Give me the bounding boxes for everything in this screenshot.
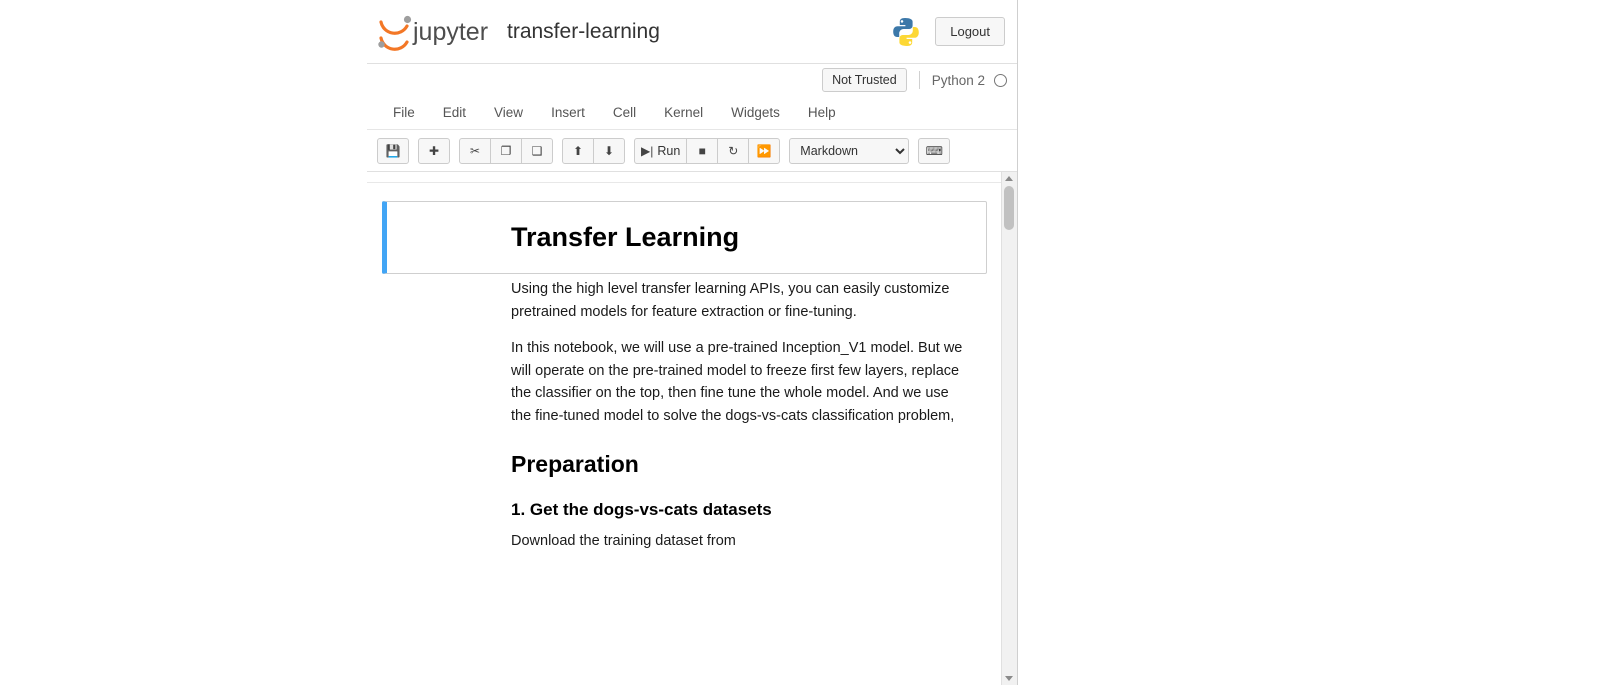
menu-view[interactable]: View [494, 105, 524, 120]
menu-kernel[interactable]: Kernel [664, 105, 704, 120]
copy-icon[interactable]: ❐ [490, 138, 522, 164]
toolbar-group-palette [918, 138, 950, 164]
move-cell-up-icon[interactable]: ⬆ [562, 138, 594, 164]
command-palette-icon[interactable]: ⌨ [918, 138, 950, 164]
notebook-body [367, 172, 1017, 685]
markdown-cell-intro[interactable] [382, 278, 987, 427]
toolbar-group-clipboard [459, 138, 553, 164]
divider [919, 71, 920, 89]
svg-text:jupyter: jupyter [413, 17, 489, 46]
markdown-cell-preparation[interactable] [382, 451, 987, 478]
toolbar-group-save [377, 138, 409, 164]
run-button[interactable] [634, 138, 687, 164]
notebook-header [367, 0, 1017, 64]
notebook-top-divider [367, 172, 1017, 183]
section-heading-preparation: Preparation [511, 451, 639, 477]
python-logo [889, 15, 923, 49]
jupyter-logo[interactable] [375, 12, 493, 52]
scroll-down-arrow-icon[interactable] [1005, 676, 1013, 681]
kernel-idle-indicator-icon [994, 74, 1007, 87]
toolbar [367, 130, 1017, 172]
page-title: Transfer Learning [511, 222, 740, 252]
kernel-name-label: Python 2 [931, 72, 985, 88]
run-label: Run [657, 143, 681, 158]
restart-kernel-icon[interactable]: ↻ [717, 138, 749, 164]
menu-file[interactable]: File [393, 105, 415, 120]
cut-icon[interactable]: ✂ [459, 138, 491, 164]
intro-paragraph-1: Using the high level transfer learning APIs, you can easily customize pretrained models for feature extraction or fine-tuning. [511, 281, 950, 320]
toolbar-group-move [562, 138, 625, 164]
markdown-cell-step-1[interactable] [382, 500, 987, 553]
menu-insert[interactable]: Insert [551, 105, 585, 120]
run-icon: ▶| [641, 143, 654, 158]
subsection-heading-datasets: 1. Get the dogs-vs-cats datasets [511, 500, 772, 519]
add-cell-icon[interactable]: ✚ [418, 138, 450, 164]
toolbar-group-add [418, 138, 450, 164]
menu-edit[interactable]: Edit [442, 105, 467, 120]
restart-run-all-icon[interactable]: ⏩ [748, 138, 780, 164]
logout-button[interactable]: Logout [935, 17, 1005, 46]
trust-status-badge[interactable]: Not Trusted [822, 68, 907, 92]
cell-content [382, 451, 987, 478]
menu-cell[interactable]: Cell [612, 105, 637, 120]
kernel-status-bar [367, 64, 1017, 96]
menubar [367, 96, 1017, 130]
cell-content [382, 500, 987, 553]
interrupt-kernel-icon[interactable]: ■ [686, 138, 718, 164]
cell-content [382, 278, 987, 427]
cell-type-select[interactable] [789, 138, 909, 164]
download-paragraph: Download the training dataset from [511, 533, 736, 549]
jupyter-notebook-window [367, 0, 1018, 685]
scrollbar-thumb[interactable] [1004, 186, 1014, 230]
intro-paragraph-2: In this notebook, we will use a pre-trained Inception_V1 model. But we will operate on the pre-trained model to freeze first few layers, replace the classifier on the top, then fine tune the whole model. And we use the fine-tuned model to solve the dogs-vs-cats classification problem, [511, 340, 963, 424]
cell-content [387, 222, 986, 253]
notebook-name[interactable]: transfer-learning [507, 19, 660, 43]
menu-widgets[interactable]: Widgets [731, 105, 780, 120]
menu-help[interactable]: Help [807, 105, 836, 120]
save-icon[interactable]: 💾 [377, 138, 409, 164]
paste-icon[interactable]: ❑ [521, 138, 553, 164]
move-cell-down-icon[interactable]: ⬇ [593, 138, 625, 164]
markdown-cell-title[interactable] [382, 201, 987, 274]
notebook-cell-list [367, 183, 1017, 553]
notebook-scrollbar[interactable] [1001, 172, 1017, 685]
toolbar-group-run [634, 138, 780, 164]
scroll-up-arrow-icon[interactable] [1005, 176, 1013, 181]
